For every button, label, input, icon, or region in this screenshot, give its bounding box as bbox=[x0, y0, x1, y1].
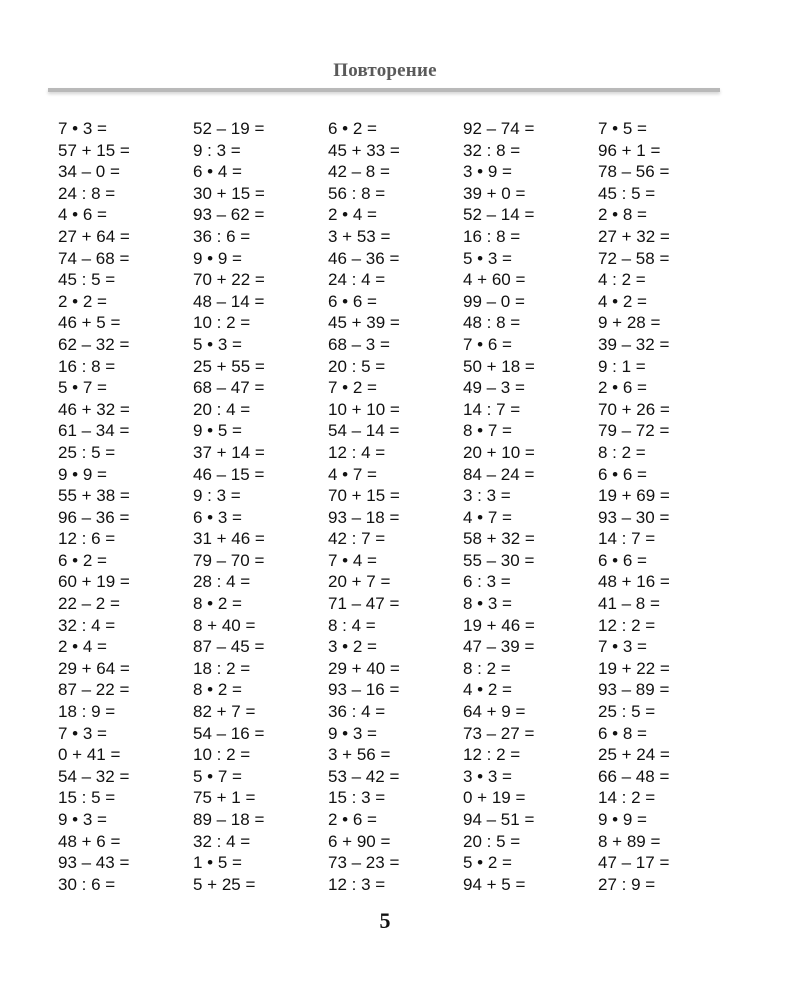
exercise-item: 66 – 48 = bbox=[598, 766, 670, 786]
exercise-item: 48 + 6 = bbox=[58, 831, 121, 851]
exercise-item: 10 + 10 = bbox=[328, 399, 400, 419]
exercise-item: 74 – 68 = bbox=[58, 248, 130, 268]
exercise-item: 7 • 3 = bbox=[598, 637, 647, 657]
exercise-item: 12 : 2 = bbox=[463, 745, 521, 765]
exercise-item: 2 • 8 = bbox=[598, 205, 647, 225]
exercise-item: 70 + 15 = bbox=[328, 486, 400, 506]
page-header bbox=[0, 60, 770, 82]
exercise-item: 73 – 27 = bbox=[463, 723, 535, 743]
exercise-item: 8 + 40 = bbox=[193, 615, 256, 635]
exercise-item: 54 – 14 = bbox=[328, 421, 400, 441]
exercise-item: 2 • 2 = bbox=[58, 291, 107, 311]
exercise-item: 6 • 3 = bbox=[193, 507, 242, 527]
exercise-item: 45 : 5 = bbox=[598, 183, 656, 203]
exercise-item: 29 + 40 = bbox=[328, 658, 400, 678]
exercise-item: 28 : 4 = bbox=[193, 572, 251, 592]
exercise-item: 93 – 30 = bbox=[598, 507, 670, 527]
exercise-item: 24 : 4 = bbox=[328, 270, 386, 290]
exercise-item: 30 : 6 = bbox=[58, 874, 116, 894]
exercise-item: 12 : 3 = bbox=[328, 874, 386, 894]
exercise-item: 10 : 2 = bbox=[193, 745, 251, 765]
exercise-column-2 bbox=[193, 118, 328, 895]
exercise-item: 20 + 7 = bbox=[328, 572, 391, 592]
exercise-item: 41 – 8 = bbox=[598, 594, 660, 614]
exercise-item: 48 – 14 = bbox=[193, 291, 265, 311]
exercise-item: 7 • 4 = bbox=[328, 550, 377, 570]
exercise-item: 70 + 22 = bbox=[193, 270, 265, 290]
exercise-item: 6 • 6 = bbox=[598, 550, 647, 570]
exercise-item: 18 : 2 = bbox=[193, 658, 251, 678]
exercise-item: 25 : 5 = bbox=[58, 442, 116, 462]
exercise-item: 68 – 47 = bbox=[193, 378, 265, 398]
exercise-item: 7 • 3 = bbox=[58, 119, 107, 138]
exercise-item: 25 + 55 = bbox=[193, 356, 265, 376]
exercise-item: 3 : 3 = bbox=[463, 486, 511, 506]
exercise-item: 45 + 39 = bbox=[328, 313, 400, 333]
exercise-item: 5 • 7 = bbox=[58, 378, 107, 398]
exercise-item: 8 • 2 = bbox=[193, 594, 242, 614]
exercise-item: 6 • 2 = bbox=[58, 550, 107, 570]
exercise-item: 9 • 9 = bbox=[193, 248, 242, 268]
exercise-item: 68 – 3 = bbox=[328, 334, 390, 354]
exercise-item: 49 – 3 = bbox=[463, 378, 525, 398]
exercise-item: 1 • 5 = bbox=[193, 853, 242, 873]
exercise-item: 87 – 22 = bbox=[58, 680, 130, 700]
exercise-item: 96 + 1 = bbox=[598, 140, 661, 160]
exercise-item: 60 + 19 = bbox=[58, 572, 130, 592]
exercise-item: 31 + 46 = bbox=[193, 529, 265, 549]
exercise-item: 55 – 30 = bbox=[463, 550, 535, 570]
exercise-item: 20 : 5 = bbox=[328, 356, 386, 376]
exercise-item: 89 – 18 = bbox=[193, 810, 265, 829]
exercise-item: 20 : 5 = bbox=[463, 831, 521, 851]
exercise-item: 55 + 38 = bbox=[58, 486, 130, 506]
exercise-item: 99 – 0 = bbox=[463, 291, 525, 311]
exercise-item: 8 : 2 = bbox=[463, 658, 511, 678]
exercise-item: 7 • 5 = bbox=[598, 119, 647, 138]
exercise-item: 0 + 41 = bbox=[58, 745, 121, 765]
exercise-item: 73 – 23 = bbox=[328, 853, 400, 873]
exercise-item: 8 • 3 = bbox=[463, 594, 512, 614]
exercise-item: 93 – 43 = bbox=[58, 853, 130, 873]
exercise-item: 57 + 15 = bbox=[58, 140, 130, 160]
exercise-item: 6 • 8 = bbox=[598, 723, 647, 743]
exercise-item: 19 + 69 = bbox=[598, 486, 670, 506]
exercise-item: 24 : 8 = bbox=[58, 183, 116, 203]
exercise-item: 9 + 28 = bbox=[598, 313, 661, 333]
exercise-item: 46 – 36 = bbox=[328, 248, 400, 268]
exercise-item: 52 – 14 = bbox=[463, 205, 535, 225]
exercise-item: 48 : 8 = bbox=[463, 313, 521, 333]
exercise-item: 5 • 2 = bbox=[463, 853, 512, 873]
exercise-item: 6 : 3 = bbox=[463, 572, 511, 592]
exercise-item: 79 – 72 = bbox=[598, 421, 670, 441]
exercise-item: 93 – 16 = bbox=[328, 680, 400, 700]
exercise-item: 16 : 8 = bbox=[463, 226, 521, 246]
exercise-item: 19 + 22 = bbox=[598, 658, 670, 678]
exercise-item: 12 : 4 = bbox=[328, 442, 386, 462]
exercise-item: 52 – 19 = bbox=[193, 119, 265, 138]
exercise-column-3 bbox=[328, 118, 463, 895]
exercise-item: 15 : 3 = bbox=[328, 788, 386, 808]
exercise-item: 9 : 3 = bbox=[193, 486, 241, 506]
exercise-item: 7 • 3 = bbox=[58, 723, 107, 743]
exercise-item: 93 – 18 = bbox=[328, 507, 400, 527]
exercise-item: 9 • 3 = bbox=[58, 810, 107, 829]
exercise-item: 42 : 7 = bbox=[328, 529, 386, 549]
exercise-item: 27 + 32 = bbox=[598, 226, 670, 246]
exercise-item: 56 : 8 = bbox=[328, 183, 386, 203]
exercise-grid bbox=[58, 118, 733, 895]
exercise-item: 3 + 53 = bbox=[328, 226, 391, 246]
exercise-item: 2 • 4 = bbox=[58, 637, 107, 657]
exercise-item: 9 • 9 = bbox=[598, 810, 647, 829]
exercise-item: 53 – 42 = bbox=[328, 766, 400, 786]
exercise-item: 46 + 32 = bbox=[58, 399, 130, 419]
exercise-item: 94 + 5 = bbox=[463, 874, 526, 894]
exercise-item: 48 + 16 = bbox=[598, 572, 670, 592]
exercise-item: 18 : 9 = bbox=[58, 702, 116, 722]
exercise-item: 93 – 89 = bbox=[598, 680, 670, 700]
exercise-item: 12 : 6 = bbox=[58, 529, 116, 549]
exercise-item: 5 • 3 = bbox=[463, 248, 512, 268]
exercise-item: 8 : 2 = bbox=[598, 442, 646, 462]
exercise-item: 58 + 32 = bbox=[463, 529, 535, 549]
exercise-item: 6 • 6 = bbox=[598, 464, 647, 484]
exercise-item: 39 + 0 = bbox=[463, 183, 526, 203]
exercise-item: 47 – 17 = bbox=[598, 853, 670, 873]
exercise-item: 32 : 8 = bbox=[463, 140, 521, 160]
exercise-item: 78 – 56 = bbox=[598, 162, 670, 182]
exercise-item: 6 + 90 = bbox=[328, 831, 391, 851]
exercise-item: 64 + 9 = bbox=[463, 702, 526, 722]
exercise-item: 22 – 2 = bbox=[58, 594, 120, 614]
exercise-item: 32 : 4 = bbox=[193, 831, 251, 851]
exercise-item: 20 : 4 = bbox=[193, 399, 251, 419]
exercise-item: 3 • 2 = bbox=[328, 637, 377, 657]
exercise-item: 14 : 7 = bbox=[463, 399, 521, 419]
exercise-item: 5 • 7 = bbox=[193, 766, 242, 786]
exercise-item: 6 • 4 = bbox=[193, 162, 242, 182]
exercise-item: 2 • 6 = bbox=[598, 378, 647, 398]
exercise-item: 20 + 10 = bbox=[463, 442, 535, 462]
exercise-item: 47 – 39 = bbox=[463, 637, 535, 657]
exercise-item: 8 • 2 = bbox=[193, 680, 242, 700]
exercise-item: 79 – 70 = bbox=[193, 550, 265, 570]
exercise-item: 70 + 26 = bbox=[598, 399, 670, 419]
exercise-item: 46 + 5 = bbox=[58, 313, 121, 333]
exercise-item: 4 + 60 = bbox=[463, 270, 526, 290]
exercise-item: 25 + 24 = bbox=[598, 745, 670, 765]
exercise-item: 34 – 0 = bbox=[58, 162, 120, 182]
exercise-item: 2 • 6 = bbox=[328, 810, 377, 829]
exercise-item: 50 + 18 = bbox=[463, 356, 535, 376]
exercise-item: 36 : 4 = bbox=[328, 702, 386, 722]
exercise-item: 36 : 6 = bbox=[193, 226, 251, 246]
exercise-item: 32 : 4 = bbox=[58, 615, 116, 635]
page-number: 5 bbox=[379, 908, 391, 933]
exercise-item: 87 – 45 = bbox=[193, 637, 265, 657]
exercise-item: 12 : 2 = bbox=[598, 615, 656, 635]
exercise-column-4 bbox=[463, 118, 598, 895]
exercise-item: 5 • 3 = bbox=[193, 334, 242, 354]
exercise-item: 30 + 15 = bbox=[193, 183, 265, 203]
exercise-item: 96 – 36 = bbox=[58, 507, 130, 527]
exercise-item: 8 + 89 = bbox=[598, 831, 661, 851]
exercise-item: 82 + 7 = bbox=[193, 702, 256, 722]
exercise-item: 46 – 15 = bbox=[193, 464, 265, 484]
exercise-item: 75 + 1 = bbox=[193, 788, 256, 808]
exercise-item: 3 • 9 = bbox=[463, 162, 512, 182]
exercise-item: 4 • 2 = bbox=[598, 291, 647, 311]
exercise-item: 19 + 46 = bbox=[463, 615, 535, 635]
exercise-item: 45 + 33 = bbox=[328, 140, 400, 160]
exercise-column-1 bbox=[58, 118, 193, 895]
exercise-item: 7 • 6 = bbox=[463, 334, 512, 354]
exercise-item: 37 + 14 = bbox=[193, 442, 265, 462]
exercise-item: 42 – 8 = bbox=[328, 162, 390, 182]
exercise-item: 14 : 2 = bbox=[598, 788, 656, 808]
exercise-item: 54 – 32 = bbox=[58, 766, 130, 786]
exercise-item: 5 + 25 = bbox=[193, 874, 256, 894]
exercise-item: 61 – 34 = bbox=[58, 421, 130, 441]
exercise-item: 9 • 5 = bbox=[193, 421, 242, 441]
exercise-item: 4 • 2 = bbox=[463, 680, 512, 700]
exercise-item: 27 + 64 = bbox=[58, 226, 130, 246]
exercise-item: 0 + 19 = bbox=[463, 788, 526, 808]
exercise-item: 27 : 9 = bbox=[598, 874, 656, 894]
exercise-item: 92 – 74 = bbox=[463, 119, 535, 138]
exercise-item: 2 • 4 = bbox=[328, 205, 377, 225]
exercise-item: 16 : 8 = bbox=[58, 356, 116, 376]
exercise-item: 8 • 7 = bbox=[463, 421, 512, 441]
exercise-item: 45 : 5 = bbox=[58, 270, 116, 290]
exercise-item: 4 • 7 = bbox=[328, 464, 377, 484]
exercise-item: 62 – 32 = bbox=[58, 334, 130, 354]
exercise-item: 25 : 5 = bbox=[598, 702, 656, 722]
exercise-item: 4 : 2 = bbox=[598, 270, 646, 290]
exercise-item: 9 • 3 = bbox=[328, 723, 377, 743]
exercise-item: 54 – 16 = bbox=[193, 723, 265, 743]
exercise-item: 3 • 3 = bbox=[463, 766, 512, 786]
exercise-item: 72 – 58 = bbox=[598, 248, 670, 268]
header-divider bbox=[48, 88, 720, 92]
page-title: Повторение bbox=[333, 60, 437, 81]
exercise-item: 4 • 7 = bbox=[463, 507, 512, 527]
exercise-item: 84 – 24 = bbox=[463, 464, 535, 484]
exercise-item: 39 – 32 = bbox=[598, 334, 670, 354]
exercise-item: 9 : 3 = bbox=[193, 140, 241, 160]
exercise-item: 4 • 6 = bbox=[58, 205, 107, 225]
exercise-item: 71 – 47 = bbox=[328, 594, 400, 614]
exercise-item: 29 + 64 = bbox=[58, 658, 130, 678]
exercise-item: 94 – 51 = bbox=[463, 810, 535, 829]
exercise-item: 7 • 2 = bbox=[328, 378, 377, 398]
exercise-item: 9 • 9 = bbox=[58, 464, 107, 484]
exercise-item: 10 : 2 = bbox=[193, 313, 251, 333]
exercise-item: 93 – 62 = bbox=[193, 205, 265, 225]
exercise-column-5 bbox=[598, 118, 733, 895]
exercise-item: 14 : 7 = bbox=[598, 529, 656, 549]
exercise-item: 8 : 4 = bbox=[328, 615, 376, 635]
exercise-item: 6 • 6 = bbox=[328, 291, 377, 311]
exercise-item: 9 : 1 = bbox=[598, 356, 646, 376]
exercise-item: 6 • 2 = bbox=[328, 119, 377, 138]
exercise-item: 3 + 56 = bbox=[328, 745, 391, 765]
exercise-item: 15 : 5 = bbox=[58, 788, 116, 808]
